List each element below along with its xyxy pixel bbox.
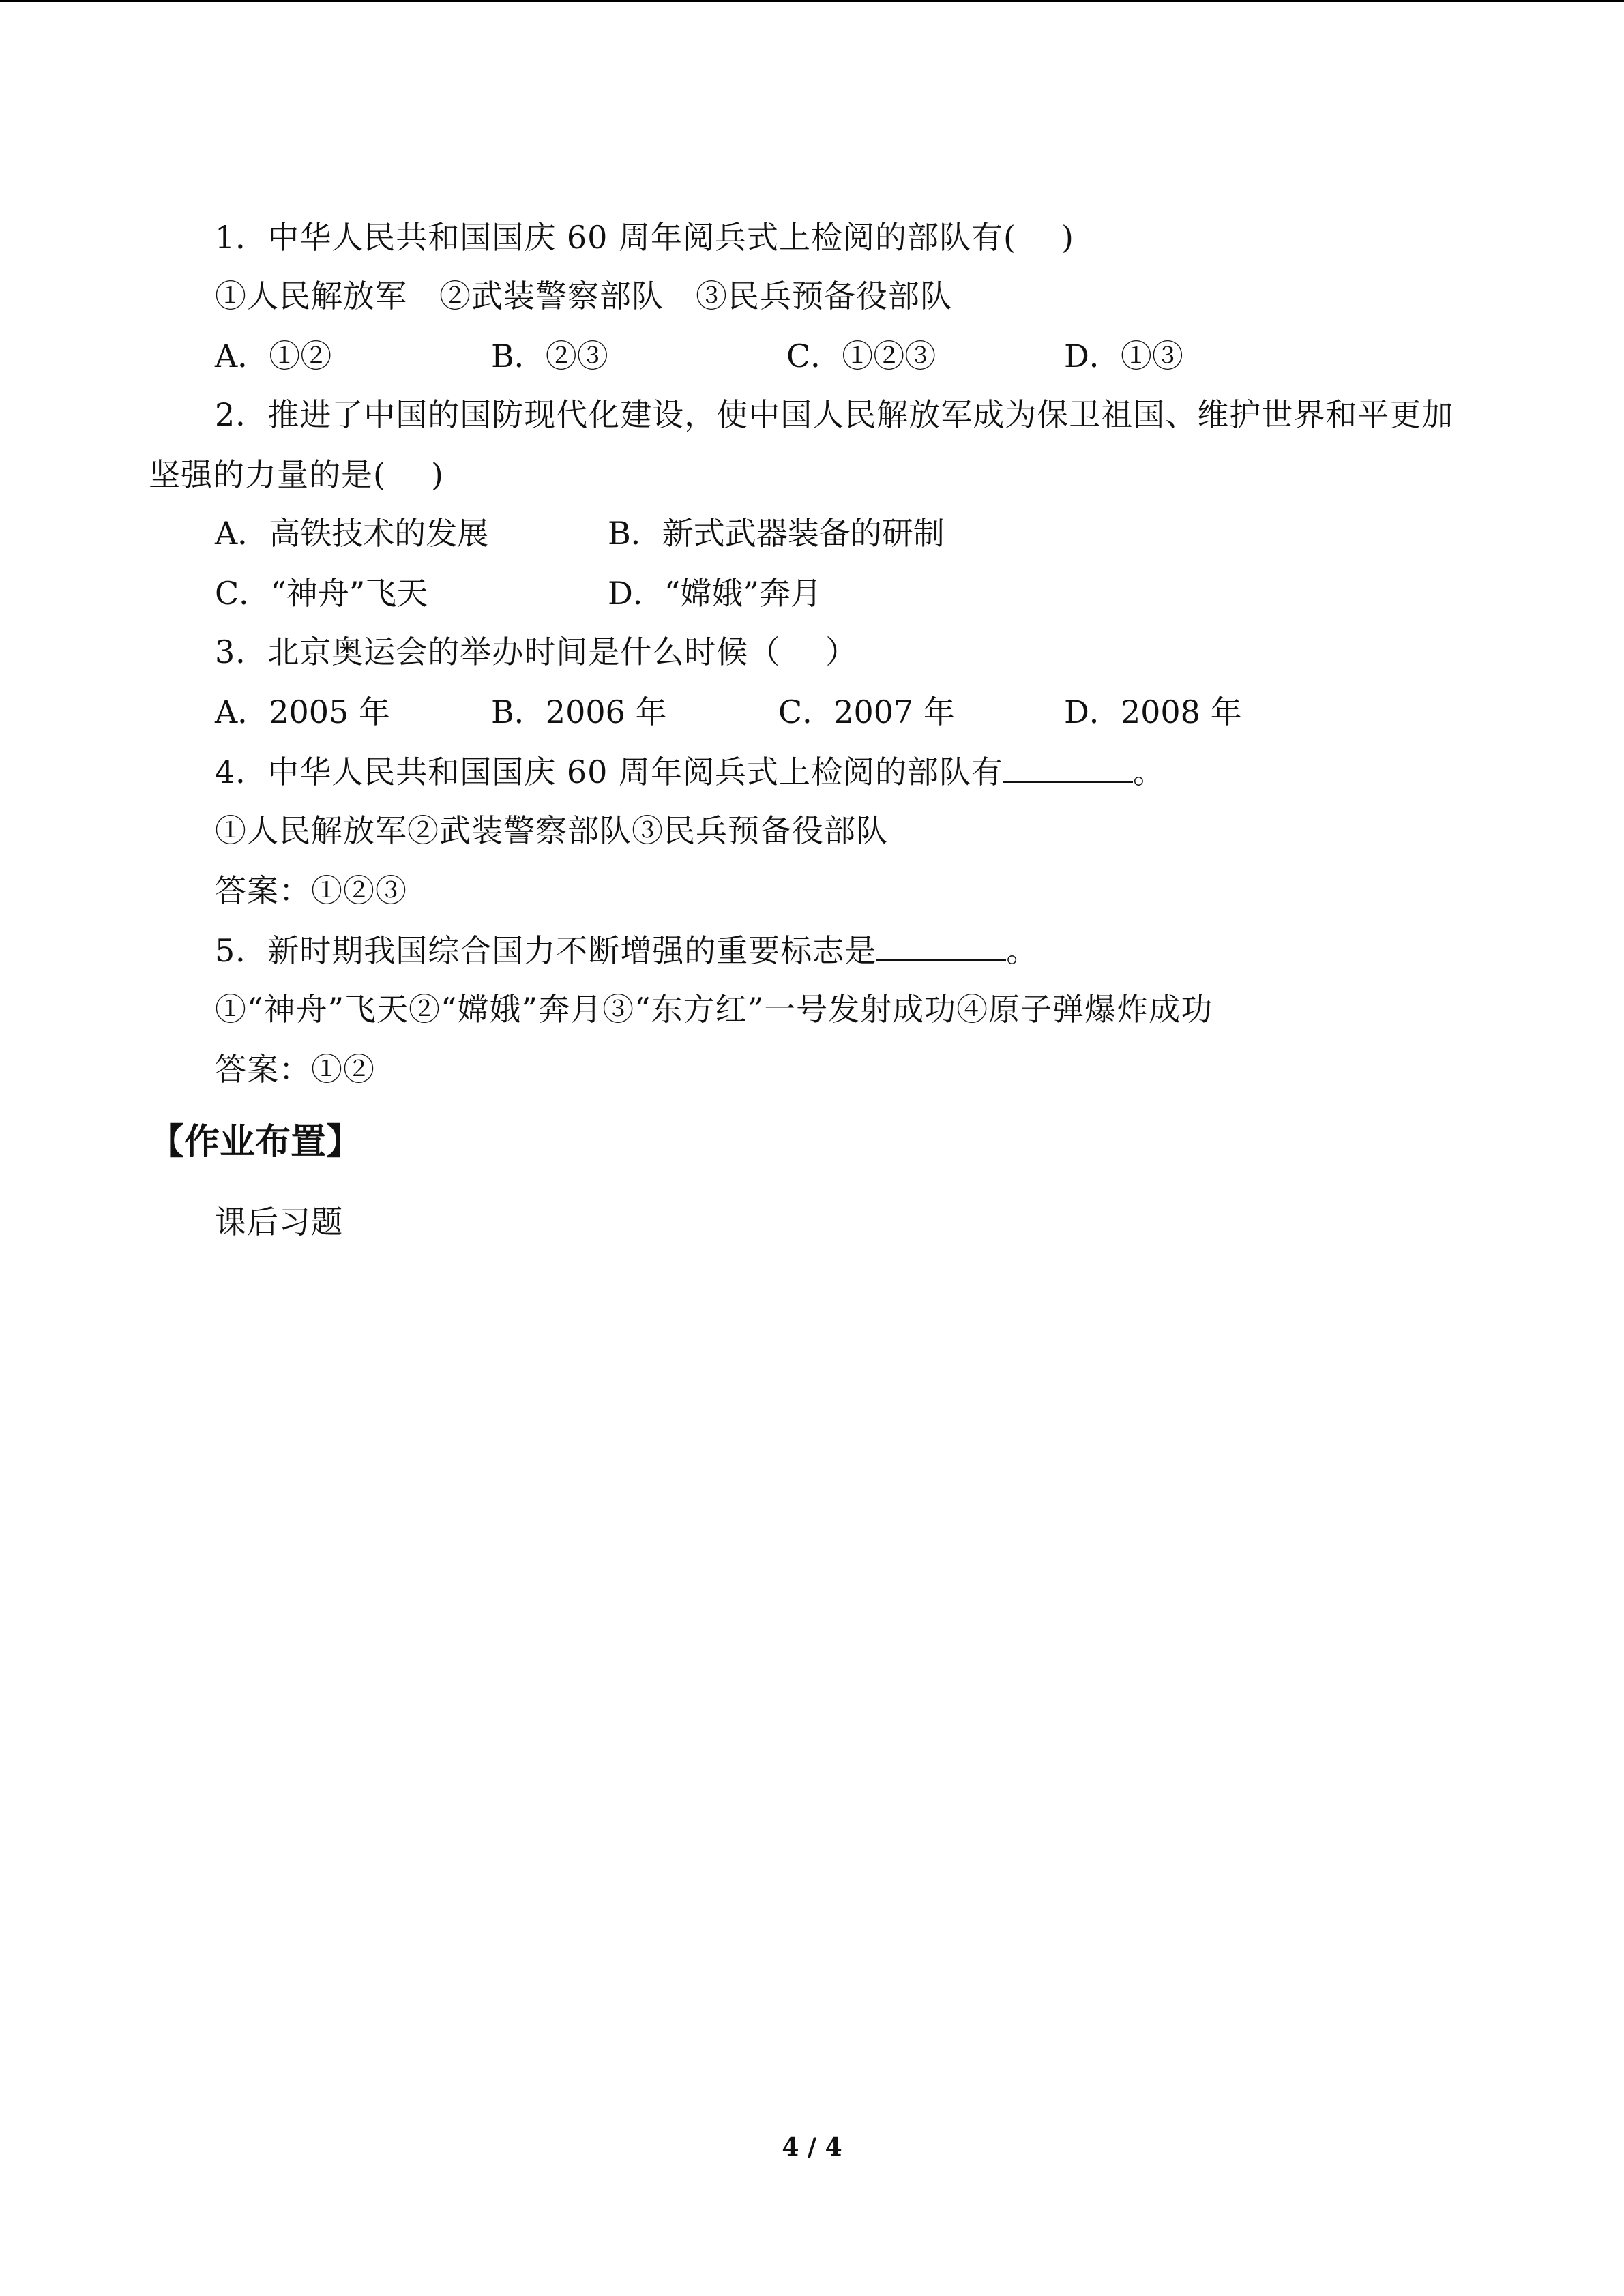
question-2-paren-close: ) [430, 456, 444, 493]
option-a: A．①② [215, 338, 332, 374]
question-4-note: ①人民解放军②武装警察部队③民兵预备役部队 [215, 812, 888, 849]
question-2-stem-line1: 2．推进了中国的国防现代化建设，使中国人民解放军成为保卫祖国、维护世界和平更加 [215, 396, 1454, 433]
question-1-stem-text: 1．中华人民共和国国庆 60 周年阅兵式上检阅的部队有( [215, 219, 1016, 256]
option-d: D．①③ [1064, 338, 1183, 374]
question-5-note: ①“神舟”飞天②“嫦娥”奔月③“东方红”一号发射成功④原子弹爆炸成功 [215, 991, 1213, 1028]
question-3-paren-close: ） [825, 633, 858, 670]
page-number: 4 / 4 [782, 2133, 842, 2162]
question-5-stem [215, 930, 1038, 971]
question-2-options-row1 [215, 513, 1306, 554]
option-d: D．2008 年 [1064, 694, 1242, 730]
question-1-stem [215, 217, 1074, 258]
option-b: B．2006 年 [491, 694, 667, 730]
question-4-stem-text: 4．中华人民共和国国庆 60 周年阅兵式上检阅的部队有 [215, 754, 1004, 790]
question-4-answer: 答案：①②③ [215, 872, 407, 909]
option-c: C．“神舟”飞天 [215, 575, 428, 612]
question-2-options-row2 [215, 573, 1306, 614]
homework-heading: 【作业布置】 [149, 1122, 362, 1163]
question-5-answer: 答案：①② [215, 1051, 375, 1088]
question-3-options [215, 691, 1306, 732]
fill-in-blank[interactable] [1003, 755, 1133, 783]
question-2-stem-text: 坚强的力量的是( [149, 456, 386, 493]
question-3-stem [215, 631, 857, 672]
option-d: D．“嫦娥”奔月 [608, 575, 822, 612]
question-5-stem-text: 5．新时期我国综合国力不断增强的重要标志是 [215, 932, 877, 969]
question-1-options [215, 336, 1306, 376]
question-1-note: ①人民解放军 ②武装警察部队 ③民兵预备役部队 [215, 278, 952, 314]
option-c: C．2007 年 [778, 694, 955, 730]
question-4-period: 。 [1133, 754, 1166, 790]
top-border [0, 0, 1624, 2]
homework-text: 课后习题 [215, 1204, 343, 1240]
question-2-stem-line2 [149, 454, 444, 495]
option-b: B．②③ [491, 338, 608, 374]
option-c: C．①②③ [786, 338, 936, 374]
question-4-stem [215, 751, 1165, 792]
option-a: A．高铁技术的发展 [215, 515, 489, 552]
option-b: B．新式武器装备的研制 [608, 515, 945, 552]
fill-in-blank[interactable] [876, 934, 1006, 961]
option-a: A．2005 年 [215, 694, 390, 730]
question-3-stem-text: 3．北京奥运会的举办时间是什么时候（ [215, 633, 781, 670]
question-5-period: 。 [1006, 932, 1039, 969]
question-1-paren-close: ) [1061, 219, 1074, 256]
